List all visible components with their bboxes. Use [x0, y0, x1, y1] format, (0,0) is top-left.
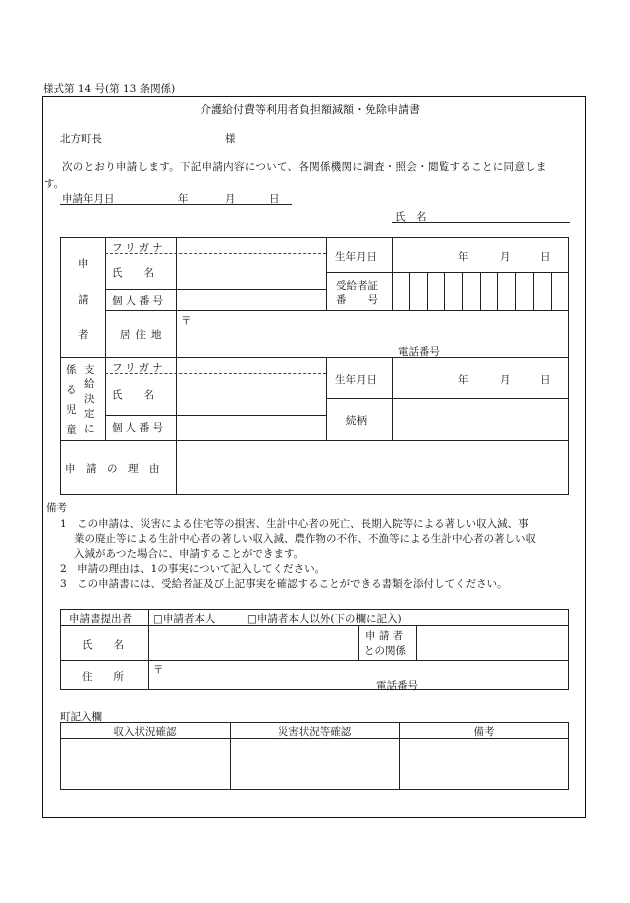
submitter-option-other[interactable]: □申請者本人以外(下の欄に記入) — [247, 613, 402, 625]
notes-title: 備考 — [46, 502, 67, 514]
town-col-income: 収入状況確認 — [113, 726, 177, 738]
applicant-dob-month: 月 — [500, 251, 511, 263]
note-line-1: 1 この申請は、災害による住宅等の損害、生計中心者の死亡、長期入院等による著しい収入減、事 — [60, 518, 529, 530]
applicant-name-label: 氏 名 — [395, 211, 427, 223]
child-group-col2-5: に — [84, 423, 95, 435]
addressee: 北方町長 — [60, 133, 102, 145]
applicant-dob-day: 日 — [540, 251, 551, 263]
child-furigana-label: フリガナ — [112, 362, 166, 374]
submitter-phone-label: 電話番号 — [376, 680, 418, 692]
submitter-postal-mark: 〒 — [153, 664, 164, 676]
submitter-address-label: 住 所 — [82, 671, 124, 683]
applicant-postal-mark: 〒 — [181, 315, 192, 327]
child-dob-label: 生年月日 — [335, 374, 377, 386]
date-year-label: 年 — [178, 193, 189, 205]
child-name-label: 氏 名 — [112, 389, 154, 401]
child-id-label: 個人番号 — [112, 422, 166, 434]
submitter-name-label: 氏 名 — [82, 639, 124, 651]
honorific: 様 — [225, 133, 236, 145]
submitter-option-self[interactable]: □申請者本人 — [153, 613, 216, 625]
reason-label: 申 請 の 理 由 — [65, 463, 160, 475]
note-line-2: 業の廃止等による生計中心者の著しい収入減、農作物の不作、不漁等による生計中心者の著しい収 — [74, 533, 536, 545]
intro-text-line2: す。 — [44, 178, 65, 190]
child-group-col1-4: 童 — [66, 424, 77, 436]
applicant-group-char-2: 請 — [78, 294, 89, 306]
date-month-label: 月 — [225, 193, 236, 205]
town-section-title: 町記入欄 — [60, 711, 102, 723]
date-label: 申請年月日 — [62, 193, 115, 205]
child-relation-label: 続柄 — [346, 415, 367, 427]
child-group-col1-1: 係 — [66, 364, 77, 376]
applicant-group-char-1: 申 — [78, 258, 89, 270]
intro-text-line1: 次のとおり申請します。下記申請内容について、各関係機関に調査・照会・閲覧することに同意しま — [62, 161, 547, 173]
applicant-name-field-label: 氏 名 — [112, 267, 154, 279]
child-group-col2-2: 給 — [84, 378, 95, 390]
applicant-dob-year: 年 — [458, 251, 469, 263]
child-dob-day: 日 — [540, 374, 551, 386]
form-number: 様式第 14 号(第 13 条関係) — [43, 83, 176, 95]
applicant-group-char-3: 者 — [78, 329, 89, 341]
applicant-furigana-label: フリガナ — [112, 242, 166, 254]
town-col-disaster: 災害状況等確認 — [277, 726, 352, 738]
note-line-4: 2 申請の理由は、1の事実について記入してください。 — [60, 563, 326, 575]
applicant-dob-label: 生年月日 — [335, 251, 377, 263]
note-line-3: 入減があつた場合に、申請することができます。 — [74, 548, 305, 560]
applicant-address-label: 居住地 — [120, 329, 167, 341]
submitter-label: 申請書提出者 — [69, 613, 132, 625]
applicant-phone-label: 電話番号 — [398, 346, 440, 358]
child-group-col2-1: 支 — [84, 364, 95, 376]
date-day-label: 日 — [269, 193, 280, 205]
submitter-relation-label-1: 申 請 者 — [365, 630, 404, 642]
child-group-col1-2: る — [66, 384, 77, 396]
submitter-relation-label-2: との関係 — [364, 645, 406, 657]
date-underline — [60, 204, 292, 205]
child-group-col2-4: 定 — [84, 408, 95, 420]
name-underline — [392, 222, 570, 223]
recipient-cert-label-1: 受給者証 — [336, 280, 378, 292]
town-col-remarks: 備考 — [473, 726, 495, 738]
child-dob-year: 年 — [458, 374, 469, 386]
applicant-id-label: 個人番号 — [112, 295, 166, 307]
child-group-col2-3: 決 — [84, 393, 95, 405]
recipient-cert-label-2: 番 号 — [336, 294, 378, 306]
child-dob-month: 月 — [500, 374, 511, 386]
form-title: 介護給付費等利用者負担額減額・免除申請書 — [200, 103, 420, 116]
child-group-col1-3: 児 — [66, 404, 77, 416]
note-line-5: 3 この申請書には、受給者証及び上記事実を確認することができる書類を添付してください。 — [60, 578, 508, 590]
